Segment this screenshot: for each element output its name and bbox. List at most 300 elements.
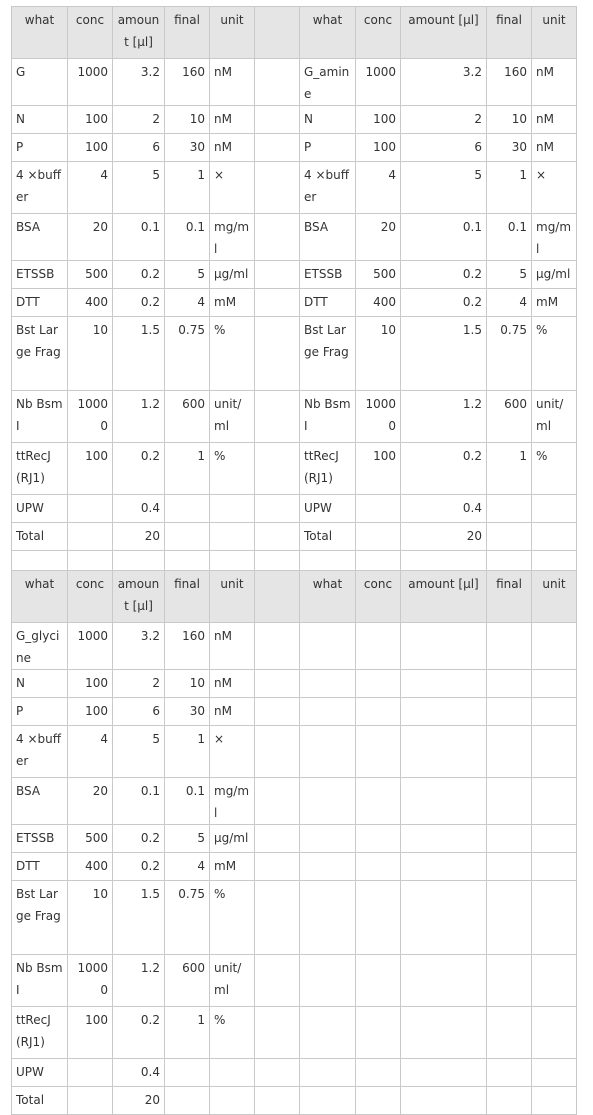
value-cell[interactable]: 20: [356, 214, 401, 261]
spacer-cell[interactable]: [255, 881, 300, 955]
value-cell[interactable]: 6: [401, 134, 487, 162]
value-cell[interactable]: [401, 698, 487, 726]
value-cell[interactable]: 30: [487, 134, 532, 162]
value-cell[interactable]: [68, 1059, 113, 1087]
header-cell[interactable]: unit: [532, 7, 577, 59]
value-cell[interactable]: [401, 1087, 487, 1115]
value-cell[interactable]: 0.2: [113, 289, 165, 317]
row-label-cell[interactable]: N: [12, 106, 68, 134]
value-cell[interactable]: mg/ml: [210, 214, 255, 261]
value-cell[interactable]: [487, 778, 532, 825]
value-cell[interactable]: 600: [165, 391, 210, 443]
value-cell[interactable]: 600: [165, 955, 210, 1007]
header-cell[interactable]: conc: [356, 7, 401, 59]
spacer-cell[interactable]: [255, 495, 300, 523]
value-cell[interactable]: 0.2: [113, 825, 165, 853]
spacer-cell[interactable]: [255, 134, 300, 162]
value-cell[interactable]: [356, 1087, 401, 1115]
value-cell[interactable]: nM: [532, 134, 577, 162]
value-cell[interactable]: 0.2: [113, 443, 165, 495]
value-cell[interactable]: 0.2: [401, 443, 487, 495]
value-cell[interactable]: 30: [165, 134, 210, 162]
row-label-cell[interactable]: ttRecJ (RJ1): [12, 443, 68, 495]
row-label-cell[interactable]: ETSSB: [12, 261, 68, 289]
header-cell[interactable]: final: [165, 7, 210, 59]
spacer-cell[interactable]: [255, 778, 300, 825]
header-cell[interactable]: final: [487, 7, 532, 59]
value-cell[interactable]: 0.1: [487, 214, 532, 261]
value-cell[interactable]: [487, 825, 532, 853]
value-cell[interactable]: [487, 623, 532, 670]
row-label-cell[interactable]: [300, 881, 356, 955]
value-cell[interactable]: µg/ml: [210, 825, 255, 853]
row-label-cell[interactable]: [300, 778, 356, 825]
value-cell[interactable]: [356, 1059, 401, 1087]
row-label-cell[interactable]: ETSSB: [12, 825, 68, 853]
header-cell[interactable]: what: [300, 7, 356, 59]
value-cell[interactable]: mg/ml: [532, 214, 577, 261]
row-label-cell[interactable]: Nb BsmI: [12, 955, 68, 1007]
value-cell[interactable]: 6: [113, 698, 165, 726]
header-cell[interactable]: amount [µl]: [401, 7, 487, 59]
value-cell[interactable]: 0.2: [113, 261, 165, 289]
row-label-cell[interactable]: [300, 955, 356, 1007]
value-cell[interactable]: [487, 523, 532, 551]
value-cell[interactable]: [356, 825, 401, 853]
value-cell[interactable]: [165, 523, 210, 551]
row-label-cell[interactable]: ttRecJ (RJ1): [300, 443, 356, 495]
row-label-cell[interactable]: N: [12, 670, 68, 698]
empty-cell[interactable]: [113, 551, 165, 571]
value-cell[interactable]: 0.75: [487, 317, 532, 391]
header-cell[interactable]: what: [12, 571, 68, 623]
value-cell[interactable]: nM: [532, 106, 577, 134]
row-label-cell[interactable]: Bst Large Frag: [12, 881, 68, 955]
row-label-cell[interactable]: [300, 1087, 356, 1115]
value-cell[interactable]: 1000: [68, 59, 113, 106]
value-cell[interactable]: [210, 523, 255, 551]
row-label-cell[interactable]: [300, 623, 356, 670]
value-cell[interactable]: µg/ml: [210, 261, 255, 289]
value-cell[interactable]: 400: [68, 853, 113, 881]
spacer-cell[interactable]: [255, 623, 300, 670]
row-label-cell[interactable]: P: [12, 698, 68, 726]
value-cell[interactable]: [401, 853, 487, 881]
value-cell[interactable]: [487, 881, 532, 955]
value-cell[interactable]: [210, 1059, 255, 1087]
value-cell[interactable]: 3.2: [113, 623, 165, 670]
value-cell[interactable]: 1.2: [113, 391, 165, 443]
spacer-cell[interactable]: [255, 162, 300, 214]
empty-cell[interactable]: [401, 551, 487, 571]
empty-cell[interactable]: [68, 551, 113, 571]
empty-cell[interactable]: [487, 551, 532, 571]
row-label-cell[interactable]: ETSSB: [300, 261, 356, 289]
row-label-cell[interactable]: 4 ×buffer: [12, 162, 68, 214]
value-cell[interactable]: unit/ml: [532, 391, 577, 443]
header-cell[interactable]: unit: [210, 7, 255, 59]
value-cell[interactable]: 20: [68, 214, 113, 261]
value-cell[interactable]: [487, 1087, 532, 1115]
row-label-cell[interactable]: Bst Large Frag: [12, 317, 68, 391]
value-cell[interactable]: [532, 495, 577, 523]
value-cell[interactable]: 1: [165, 443, 210, 495]
value-cell[interactable]: 500: [356, 261, 401, 289]
value-cell[interactable]: 1.5: [401, 317, 487, 391]
value-cell[interactable]: 4: [165, 289, 210, 317]
value-cell[interactable]: [532, 623, 577, 670]
value-cell[interactable]: nM: [532, 59, 577, 106]
value-cell[interactable]: 0.2: [113, 853, 165, 881]
spacer-cell[interactable]: [255, 726, 300, 778]
value-cell[interactable]: [68, 523, 113, 551]
value-cell[interactable]: 0.1: [165, 214, 210, 261]
value-cell[interactable]: [401, 1007, 487, 1059]
value-cell[interactable]: [401, 623, 487, 670]
value-cell[interactable]: 100: [356, 134, 401, 162]
value-cell[interactable]: [532, 1007, 577, 1059]
row-label-cell[interactable]: 4 ×buffer: [12, 726, 68, 778]
value-cell[interactable]: 20: [401, 523, 487, 551]
value-cell[interactable]: [487, 853, 532, 881]
value-cell[interactable]: [356, 495, 401, 523]
spacer-cell[interactable]: [255, 1007, 300, 1059]
value-cell[interactable]: %: [210, 317, 255, 391]
value-cell[interactable]: 0.2: [113, 1007, 165, 1059]
value-cell[interactable]: 100: [68, 670, 113, 698]
value-cell[interactable]: %: [532, 317, 577, 391]
value-cell[interactable]: mM: [532, 289, 577, 317]
value-cell[interactable]: ×: [210, 162, 255, 214]
row-label-cell[interactable]: G_amine: [300, 59, 356, 106]
row-label-cell[interactable]: P: [300, 134, 356, 162]
empty-cell[interactable]: [356, 551, 401, 571]
value-cell[interactable]: 100: [68, 698, 113, 726]
value-cell[interactable]: ×: [532, 162, 577, 214]
value-cell[interactable]: %: [210, 443, 255, 495]
value-cell[interactable]: [356, 523, 401, 551]
row-label-cell[interactable]: ttRecJ (RJ1): [12, 1007, 68, 1059]
value-cell[interactable]: [356, 853, 401, 881]
value-cell[interactable]: 160: [487, 59, 532, 106]
value-cell[interactable]: 5: [487, 261, 532, 289]
spacer-cell[interactable]: [255, 670, 300, 698]
value-cell[interactable]: 0.1: [165, 778, 210, 825]
value-cell[interactable]: 10000: [68, 955, 113, 1007]
value-cell[interactable]: 0.1: [113, 778, 165, 825]
value-cell[interactable]: unit/ml: [210, 391, 255, 443]
value-cell[interactable]: [401, 670, 487, 698]
value-cell[interactable]: [165, 495, 210, 523]
value-cell[interactable]: 0.2: [401, 289, 487, 317]
value-cell[interactable]: [487, 698, 532, 726]
spacer-cell[interactable]: [255, 59, 300, 106]
row-label-cell[interactable]: BSA: [300, 214, 356, 261]
value-cell[interactable]: [356, 955, 401, 1007]
value-cell[interactable]: [487, 495, 532, 523]
value-cell[interactable]: [401, 881, 487, 955]
value-cell[interactable]: [210, 495, 255, 523]
row-label-cell[interactable]: BSA: [12, 214, 68, 261]
row-label-cell[interactable]: UPW: [12, 495, 68, 523]
value-cell[interactable]: [532, 881, 577, 955]
table-row: [12, 317, 577, 391]
empty-cell[interactable]: [165, 551, 210, 571]
value-cell[interactable]: 10: [165, 106, 210, 134]
value-cell[interactable]: 20: [113, 523, 165, 551]
value-cell[interactable]: [165, 1059, 210, 1087]
value-cell[interactable]: 1000: [356, 59, 401, 106]
value-cell[interactable]: 1: [165, 1007, 210, 1059]
row-label-cell[interactable]: Total: [300, 523, 356, 551]
value-cell[interactable]: 0.4: [401, 495, 487, 523]
value-cell[interactable]: [356, 1007, 401, 1059]
row-label-cell[interactable]: [300, 825, 356, 853]
value-cell[interactable]: 5: [113, 726, 165, 778]
value-cell[interactable]: 4: [356, 162, 401, 214]
value-cell[interactable]: [532, 698, 577, 726]
row-label-cell[interactable]: [300, 853, 356, 881]
value-cell[interactable]: 10000: [68, 391, 113, 443]
spacer-cell[interactable]: [255, 289, 300, 317]
header-cell[interactable]: conc: [68, 571, 113, 623]
value-cell[interactable]: unit/ml: [210, 955, 255, 1007]
row-label-cell[interactable]: BSA: [12, 778, 68, 825]
spacer-cell[interactable]: [255, 523, 300, 551]
value-cell[interactable]: 600: [487, 391, 532, 443]
value-cell[interactable]: 1000: [68, 623, 113, 670]
value-cell[interactable]: [68, 1087, 113, 1115]
row-label-cell[interactable]: Nb BsmI: [300, 391, 356, 443]
value-cell[interactable]: 3.2: [401, 59, 487, 106]
value-cell[interactable]: 1: [487, 443, 532, 495]
empty-cell[interactable]: [210, 551, 255, 571]
value-cell[interactable]: [487, 670, 532, 698]
value-cell[interactable]: 100: [68, 134, 113, 162]
value-cell[interactable]: 4: [68, 162, 113, 214]
value-cell[interactable]: [401, 778, 487, 825]
value-cell[interactable]: [401, 955, 487, 1007]
value-cell[interactable]: 1.5: [113, 881, 165, 955]
row-label-cell[interactable]: UPW: [300, 495, 356, 523]
value-cell[interactable]: nM: [210, 134, 255, 162]
row-label-cell[interactable]: N: [300, 106, 356, 134]
value-cell[interactable]: 0.4: [113, 495, 165, 523]
header-cell[interactable]: amount [µl]: [401, 571, 487, 623]
empty-cell[interactable]: [255, 551, 300, 571]
value-cell[interactable]: 100: [68, 443, 113, 495]
header-cell[interactable]: final: [487, 571, 532, 623]
header-cell[interactable]: unit: [210, 571, 255, 623]
value-cell[interactable]: 100: [356, 443, 401, 495]
value-cell[interactable]: [68, 495, 113, 523]
value-cell[interactable]: [532, 726, 577, 778]
header-cell[interactable]: conc: [68, 7, 113, 59]
value-cell[interactable]: 1.2: [401, 391, 487, 443]
spacer-cell[interactable]: [255, 698, 300, 726]
value-cell[interactable]: [532, 523, 577, 551]
spacer-cell[interactable]: [255, 571, 300, 623]
header-row: [12, 571, 577, 623]
value-cell[interactable]: [532, 1059, 577, 1087]
value-cell[interactable]: [401, 726, 487, 778]
spacer-cell[interactable]: [255, 853, 300, 881]
row-label-cell[interactable]: DTT: [12, 289, 68, 317]
value-cell[interactable]: nM: [210, 698, 255, 726]
value-cell[interactable]: 10: [68, 881, 113, 955]
row-label-cell[interactable]: G_glycine: [12, 623, 68, 670]
value-cell[interactable]: 30: [165, 698, 210, 726]
value-cell[interactable]: µg/ml: [532, 261, 577, 289]
row-label-cell[interactable]: DTT: [12, 853, 68, 881]
value-cell[interactable]: [401, 1059, 487, 1087]
value-cell[interactable]: 100: [356, 106, 401, 134]
value-cell[interactable]: [532, 853, 577, 881]
row-label-cell[interactable]: DTT: [300, 289, 356, 317]
value-cell[interactable]: 5: [113, 162, 165, 214]
value-cell[interactable]: 3.2: [113, 59, 165, 106]
value-cell[interactable]: 2: [113, 106, 165, 134]
value-cell[interactable]: mM: [210, 289, 255, 317]
spacer-cell[interactable]: [255, 1087, 300, 1115]
row-label-cell[interactable]: [300, 1007, 356, 1059]
value-cell[interactable]: 5: [401, 162, 487, 214]
spacer-cell[interactable]: [255, 106, 300, 134]
row-label-cell[interactable]: Total: [12, 1087, 68, 1115]
value-cell[interactable]: nM: [210, 670, 255, 698]
value-cell[interactable]: 1: [165, 162, 210, 214]
spacer-cell[interactable]: [255, 1059, 300, 1087]
spacer-cell[interactable]: [255, 261, 300, 289]
header-cell[interactable]: what: [12, 7, 68, 59]
value-cell[interactable]: nM: [210, 623, 255, 670]
value-cell[interactable]: [165, 1087, 210, 1115]
row-label-cell[interactable]: Total: [12, 523, 68, 551]
value-cell[interactable]: %: [210, 1007, 255, 1059]
value-cell[interactable]: 0.75: [165, 317, 210, 391]
value-cell[interactable]: 400: [356, 289, 401, 317]
value-cell[interactable]: [356, 726, 401, 778]
row-label-cell[interactable]: [300, 726, 356, 778]
value-cell[interactable]: 100: [68, 106, 113, 134]
value-cell[interactable]: 1: [487, 162, 532, 214]
value-cell[interactable]: 500: [68, 825, 113, 853]
value-cell[interactable]: 6: [113, 134, 165, 162]
value-cell[interactable]: 100: [68, 1007, 113, 1059]
value-cell[interactable]: %: [532, 443, 577, 495]
row-label-cell[interactable]: UPW: [12, 1059, 68, 1087]
value-cell[interactable]: 160: [165, 623, 210, 670]
header-cell[interactable]: final: [165, 571, 210, 623]
value-cell[interactable]: 4: [487, 289, 532, 317]
value-cell[interactable]: 1.2: [113, 955, 165, 1007]
header-cell[interactable]: conc: [356, 571, 401, 623]
row-label-cell[interactable]: P: [12, 134, 68, 162]
value-cell[interactable]: nM: [210, 59, 255, 106]
header-cell[interactable]: amount [µl]: [113, 571, 165, 623]
value-cell[interactable]: 400: [68, 289, 113, 317]
value-cell[interactable]: [532, 825, 577, 853]
value-cell[interactable]: mM: [210, 853, 255, 881]
value-cell[interactable]: 20: [68, 778, 113, 825]
value-cell[interactable]: [356, 881, 401, 955]
value-cell[interactable]: [487, 726, 532, 778]
row-label-cell[interactable]: [300, 698, 356, 726]
value-cell[interactable]: [356, 698, 401, 726]
value-cell[interactable]: [532, 778, 577, 825]
spacer-cell[interactable]: [255, 443, 300, 495]
value-cell[interactable]: [532, 1087, 577, 1115]
row-label-cell[interactable]: Bst Large Frag: [300, 317, 356, 391]
value-cell[interactable]: 5: [165, 825, 210, 853]
value-cell[interactable]: 160: [165, 59, 210, 106]
row-label-cell[interactable]: [300, 1059, 356, 1087]
value-cell[interactable]: 5: [165, 261, 210, 289]
value-cell[interactable]: [532, 955, 577, 1007]
value-cell[interactable]: 0.1: [113, 214, 165, 261]
value-cell[interactable]: [532, 670, 577, 698]
value-cell[interactable]: 1: [165, 726, 210, 778]
value-cell[interactable]: 2: [401, 106, 487, 134]
empty-cell[interactable]: [300, 551, 356, 571]
value-cell[interactable]: 20: [113, 1087, 165, 1115]
spacer-cell[interactable]: [255, 7, 300, 59]
value-cell[interactable]: 0.4: [113, 1059, 165, 1087]
value-cell[interactable]: [356, 623, 401, 670]
value-cell[interactable]: 10000: [356, 391, 401, 443]
spacer-cell[interactable]: [255, 955, 300, 1007]
value-cell[interactable]: ×: [210, 726, 255, 778]
value-cell[interactable]: 0.75: [165, 881, 210, 955]
value-cell[interactable]: 10: [165, 670, 210, 698]
value-cell[interactable]: mg/ml: [210, 778, 255, 825]
row-label-cell[interactable]: Nb BsmI: [12, 391, 68, 443]
header-cell[interactable]: unit: [532, 571, 577, 623]
value-cell[interactable]: [487, 955, 532, 1007]
value-cell[interactable]: 500: [68, 261, 113, 289]
value-cell[interactable]: 4: [68, 726, 113, 778]
value-cell[interactable]: %: [210, 881, 255, 955]
empty-cell[interactable]: [532, 551, 577, 571]
value-cell[interactable]: [401, 825, 487, 853]
spacer-cell[interactable]: [255, 825, 300, 853]
value-cell[interactable]: nM: [210, 106, 255, 134]
value-cell[interactable]: 0.2: [401, 261, 487, 289]
value-cell[interactable]: 2: [113, 670, 165, 698]
value-cell[interactable]: 10: [487, 106, 532, 134]
value-cell[interactable]: 10: [68, 317, 113, 391]
spacer-cell[interactable]: [255, 214, 300, 261]
value-cell[interactable]: 1.5: [113, 317, 165, 391]
header-cell[interactable]: amount [µl]: [113, 7, 165, 59]
value-cell[interactable]: [356, 778, 401, 825]
row-label-cell[interactable]: G: [12, 59, 68, 106]
value-cell[interactable]: [487, 1007, 532, 1059]
value-cell[interactable]: [487, 1059, 532, 1087]
value-cell[interactable]: [356, 670, 401, 698]
value-cell[interactable]: [210, 1087, 255, 1115]
value-cell[interactable]: 0.1: [401, 214, 487, 261]
row-label-cell[interactable]: 4 ×buffer: [300, 162, 356, 214]
value-cell[interactable]: 10: [356, 317, 401, 391]
header-cell[interactable]: what: [300, 571, 356, 623]
spacer-cell[interactable]: [255, 391, 300, 443]
empty-cell[interactable]: [12, 551, 68, 571]
table-row: [12, 726, 577, 778]
value-cell[interactable]: 4: [165, 853, 210, 881]
row-label-cell[interactable]: [300, 670, 356, 698]
spacer-cell[interactable]: [255, 317, 300, 391]
